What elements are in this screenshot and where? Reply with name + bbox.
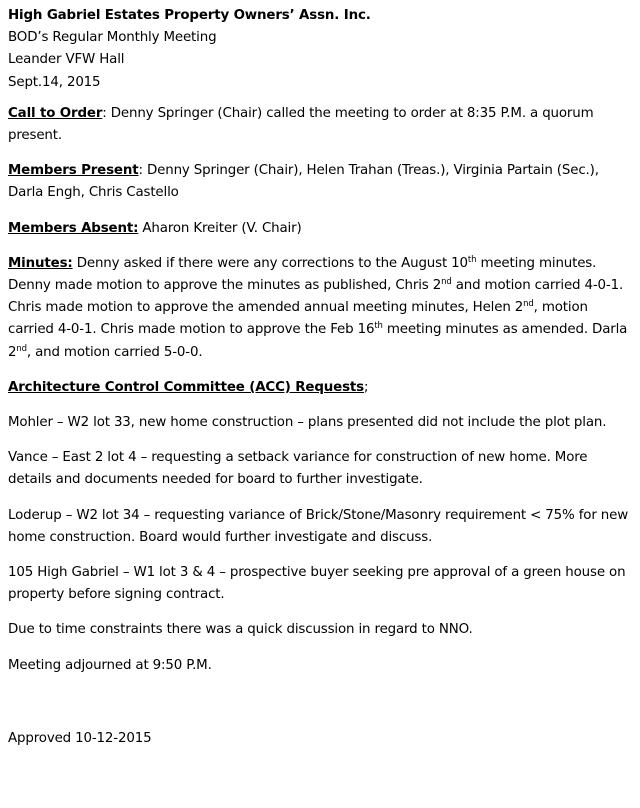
superscript: th [467, 254, 477, 265]
acc-request-item: 105 High Gabriel – W1 lot 3 & 4 – prospective buyer seeking pre approval of a green house on property before signing contract. [8, 565, 626, 603]
acc-request-item: Vance – East 2 lot 4 – requesting a setback variance for construction of new home. More details and documents needed for board to further investigate. [8, 450, 588, 488]
spacer [8, 690, 633, 728]
call-to-order-text: Denny Springer (Chair) called the meeting to order at 8:35 P.M. a quorum present. [8, 105, 594, 144]
acc-request-item: Mohler – W2 lot 33, new home construction – plans presented did not include the plot plan. [8, 415, 607, 431]
minutes-text-6: , and motion carried 5-0-0. [26, 344, 203, 360]
acc-request-item: Loderup – W2 lot 34 – requesting variance of Brick/Stone/Masonry requirement < 75% for new home construction. Board would further investigate and discuss. [8, 507, 629, 545]
superscript: nd [441, 277, 452, 288]
acc-label-suffix: ; [364, 379, 369, 395]
members-present-text: Denny Springer (Chair), Helen Trahan (Treas.), Virginia Partain (Sec.), Darla Engh, Chris Castello [8, 163, 599, 201]
minutes-text-4: , motion carried 4-0-1. Chris made motion to approve the Feb 16 [8, 300, 588, 338]
call-to-order-label: Call to Order [8, 105, 103, 121]
acc-label: Architecture Control Committee (ACC) Requests [8, 379, 365, 395]
meeting-type: BOD’s Regular Monthly Meeting [8, 30, 217, 46]
call-to-order-section [8, 103, 633, 147]
minutes-text-2: meeting minutes. Denny made motion to approve the minutes as published, Chris 2 [8, 255, 597, 294]
members-absent-label: Members Absent: [8, 220, 139, 236]
meeting-location: Leander VFW Hall [8, 52, 125, 68]
meeting-date: Sept.14, 2015 [8, 74, 101, 90]
superscript: nd [16, 343, 27, 354]
call-to-order-colon: : [102, 105, 107, 121]
minutes-text-1: Denny asked if there were any corrections to the August 10 [72, 255, 468, 271]
nno-note: Due to time constraints there was a quick discussion in regard to NNO. [8, 622, 473, 638]
approval-date: Approved 10-12-2015 [8, 730, 152, 746]
minutes-section [8, 253, 633, 364]
superscript: th [374, 321, 383, 332]
minutes-label: Minutes: [8, 255, 73, 271]
document-header [8, 5, 633, 94]
members-present-section [8, 160, 633, 204]
members-present-label: Members Present [8, 163, 139, 179]
organization-name: High Gabriel Estates Property Owners’ Assn. Inc. [8, 8, 371, 23]
members-absent-text: Aharon Kreiter (V. Chair) [138, 220, 302, 236]
acc-heading [8, 377, 633, 399]
minutes-text-5: meeting minutes as amended. Darla 2 [8, 322, 628, 360]
meeting-minutes-document [8, 5, 633, 763]
members-absent-section [8, 218, 633, 240]
members-present-colon: : [138, 163, 143, 179]
adjourned-note: Meeting adjourned at 9:50 P.M. [8, 657, 212, 673]
superscript: nd [523, 299, 534, 310]
minutes-text-3: and motion carried 4-0-1. Chris made motion to approve the amended annual meeting minutes, Helen 2 [8, 278, 624, 316]
